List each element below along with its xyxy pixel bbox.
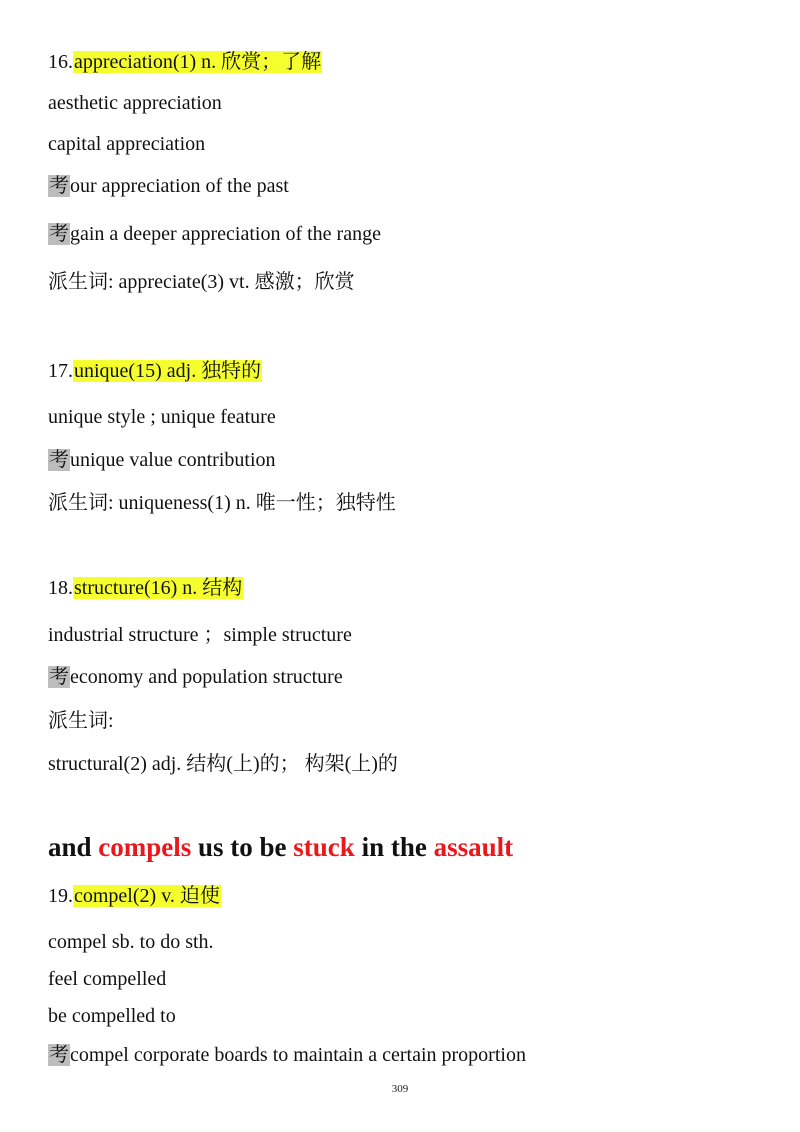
exam-phrase-line <box>48 665 343 689</box>
phrase-line: industrial structure ；simple structure <box>48 624 352 646</box>
exam-tag: 考 <box>49 666 69 688</box>
exam-phrase-text: unique value contribution <box>70 449 276 471</box>
phrase-line: be compelled to <box>48 1005 176 1027</box>
entry-number: 18. <box>48 577 73 599</box>
exam-phrase-text: our appreciation of the past <box>70 175 289 197</box>
exam-phrase-line <box>48 174 289 198</box>
exam-phrase-text: gain a deeper appreciation of the range <box>70 223 381 245</box>
phrase-line: unique style ; unique feature <box>48 406 276 428</box>
highlighted-headword: appreciation(1) n. 欣赏；了解 <box>74 51 322 73</box>
exam-tag: 考 <box>49 449 69 471</box>
sentence-heading <box>48 830 513 864</box>
emphasized-word: stuck <box>293 832 355 862</box>
exam-phrase-text: compel corporate boards to maintain a certain proportion <box>70 1044 526 1066</box>
derivative-line: structural(2) adj. 结构(上)的； 构架(上)的 <box>48 753 398 775</box>
highlighted-headword: compel(2) v. 迫使 <box>74 885 220 907</box>
derivative-line: 派生词: <box>48 710 114 732</box>
phrase-line: capital appreciation <box>48 133 206 155</box>
sentence-part: in the <box>354 832 434 862</box>
phrase-line: compel sb. to do sth. <box>48 931 214 953</box>
phrase-line: feel compelled <box>48 968 167 990</box>
entry-number: 17. <box>48 360 73 382</box>
phrase-line: aesthetic appreciation <box>48 92 222 114</box>
entry-19-heading <box>48 884 221 908</box>
exam-tag: 考 <box>49 175 69 197</box>
entry-16-heading <box>48 50 322 74</box>
entry-17-heading <box>48 359 262 383</box>
entry-18-heading <box>48 576 243 600</box>
exam-phrase-line <box>48 448 276 472</box>
highlighted-headword: structure(16) n. 结构 <box>74 577 243 599</box>
sentence-part: and <box>48 832 99 862</box>
exam-tag: 考 <box>49 223 69 245</box>
exam-tag: 考 <box>49 1044 69 1066</box>
emphasized-word: assault <box>433 832 514 862</box>
exam-phrase-text: economy and population structure <box>70 666 343 688</box>
emphasized-word: compels <box>98 832 192 862</box>
entry-number: 19. <box>48 885 73 907</box>
derivative-line: 派生词: uniqueness(1) n. 唯一性；独特性 <box>48 492 396 514</box>
derivative-line: 派生词: appreciate(3) vt. 感激；欣赏 <box>48 271 355 293</box>
highlighted-headword: unique(15) adj. 独特的 <box>74 360 262 382</box>
sentence-part: us to be <box>191 832 294 862</box>
exam-phrase-line <box>48 222 381 246</box>
entry-number: 16. <box>48 51 73 73</box>
exam-phrase-line <box>48 1043 526 1067</box>
page-number: 309 <box>391 1083 409 1095</box>
